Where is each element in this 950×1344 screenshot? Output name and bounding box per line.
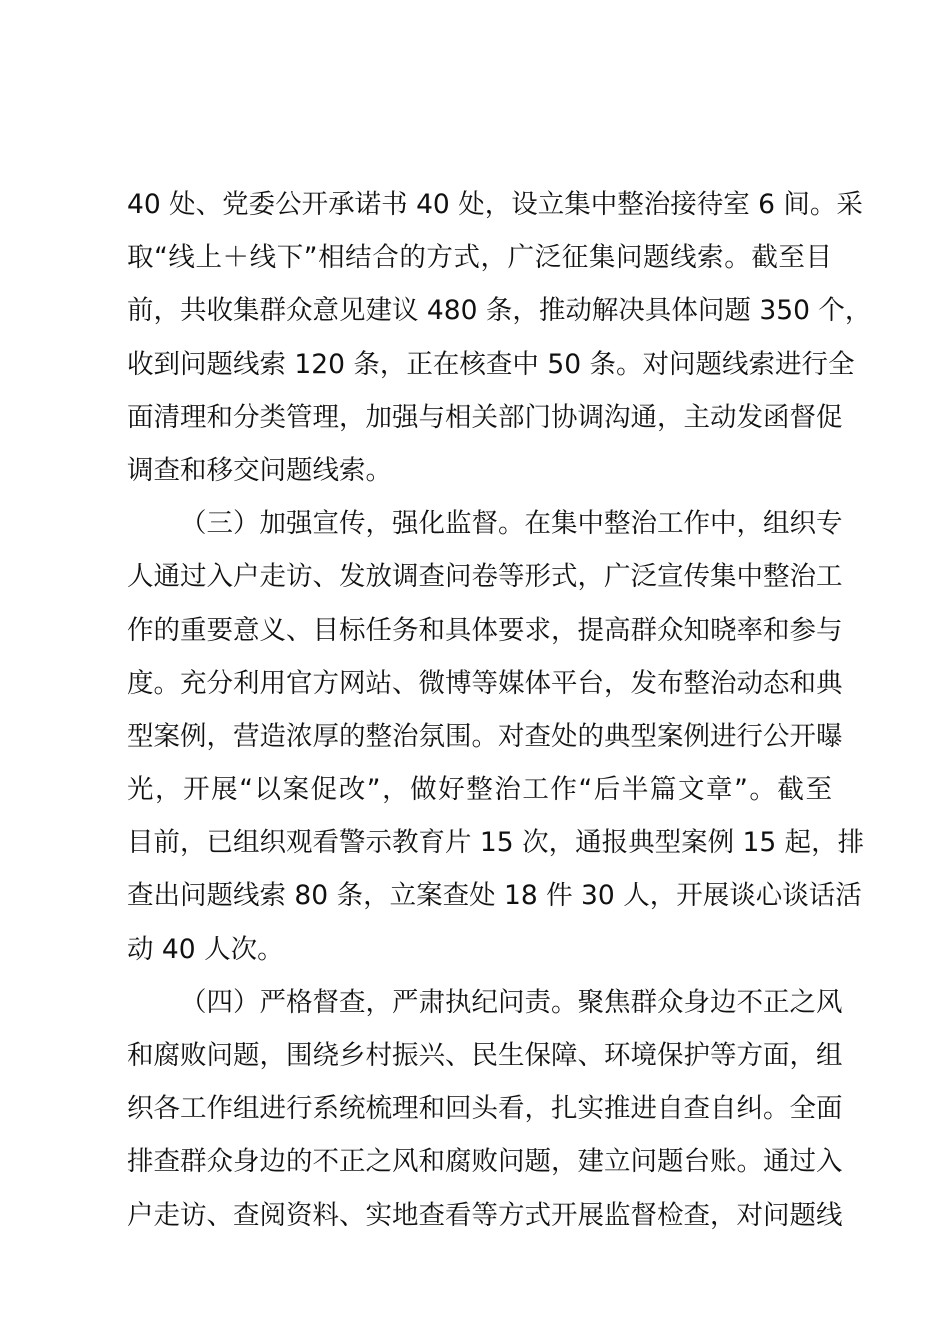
text-line: 调查和移交问题线索。 <box>127 454 392 486</box>
text-line: 排查群众身边的不正之风和腐败问题，建立问题台账。通过入 <box>127 1146 843 1178</box>
document-body <box>127 178 872 1242</box>
text-line: 织各工作组进行系统梳理和回头看，扎实推进自查自纠。全面 <box>127 1093 843 1125</box>
text-line: 前，共收集群众意见建议 480 条，推动解决具体问题 350 个， <box>127 295 872 327</box>
text-line: 40 处、党委公开承诺书 40 处，设立集中整治接待室 6 间。采 <box>127 189 863 220</box>
text-line: 面清理和分类管理，加强与相关部门协调沟通，主动发函督促 <box>127 401 843 433</box>
paragraph-3 <box>127 976 843 1242</box>
text-line: 动 40 人次。 <box>127 933 284 965</box>
text-line: 人通过入户走访、发放调查问卷等形式，广泛宣传集中整治工 <box>127 561 843 593</box>
text-line: 查出问题线索 80 条，立案查处 18 件 30 人，开展谈心谈话活 <box>127 880 862 912</box>
text-line: 户走访、查阅资料、实地查看等方式开展监督检查，对问题线 <box>127 1199 843 1231</box>
section-heading-line: （四）严格督查，严肃执纪问责。聚焦群众身边不正之风 <box>180 986 843 1018</box>
section-heading-line: （三）加强宣传，强化监督。在集中整治工作中，组织专 <box>180 508 843 540</box>
text-line: 目前，已组织观看警示教育片 15 次，通报典型案例 15 起，排 <box>127 827 865 859</box>
text-line: 型案例，营造浓厚的整治氛围。对查处的典型案例进行公开曝 <box>127 720 843 752</box>
text-line: 光，开展“以案促改”，做好整治工作“后半篇文章”。截至 <box>127 774 832 806</box>
text-line: 作的重要意义、目标任务和具体要求，提高群众知晓率和参与 <box>127 614 843 646</box>
text-line: 取“线上＋线下”相结合的方式，广泛征集问题线索。截至目 <box>127 242 832 274</box>
paragraph-2 <box>127 497 865 976</box>
text-line: 和腐败问题，围绕乡村振兴、民生保障、环境保护等方面，组 <box>127 1040 843 1071</box>
paragraph-1 <box>127 178 872 497</box>
text-line: 度。充分利用官方网站、微博等媒体平台，发布整治动态和典 <box>127 667 843 699</box>
text-line: 收到问题线索 120 条，正在核查中 50 条。对问题线索进行全 <box>127 348 855 380</box>
